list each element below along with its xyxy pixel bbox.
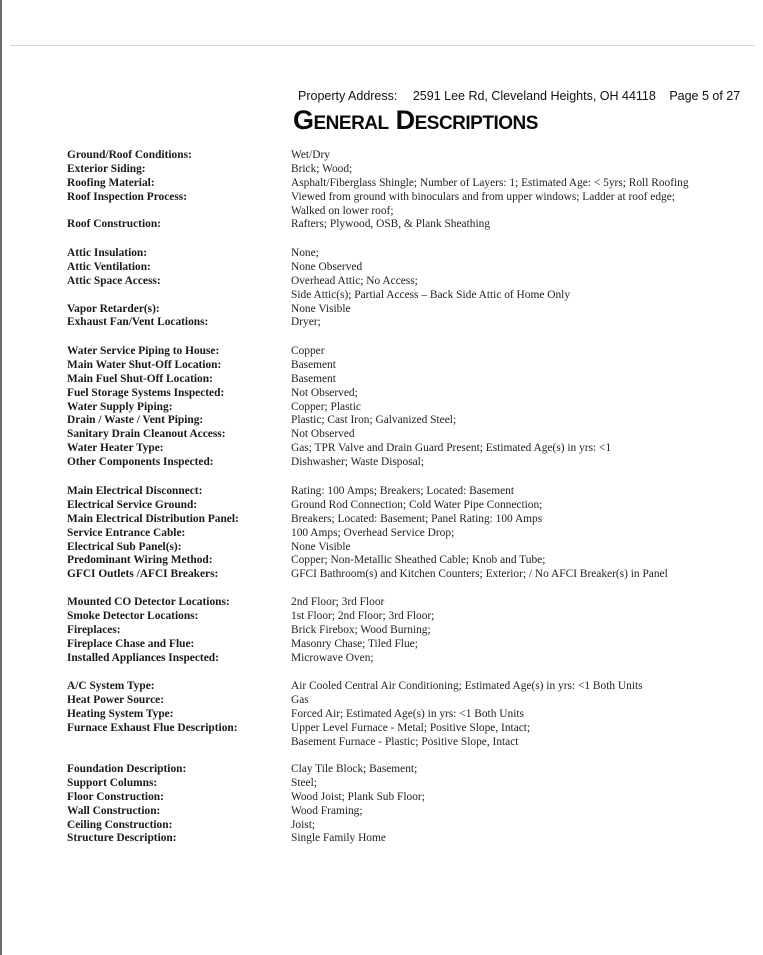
field-value: Wet/Dry: [291, 149, 330, 161]
description-row: [0, 177, 763, 191]
field-value: None;: [291, 247, 319, 259]
field-value: Microwave Oven;: [291, 651, 374, 664]
field-label: Exterior Siding:: [67, 162, 146, 175]
field-value: None Visible: [291, 302, 351, 315]
description-row: [0, 414, 763, 428]
description-row: [0, 289, 763, 303]
field-label: Roofing Material:: [67, 176, 155, 189]
section-3: [0, 345, 763, 470]
field-value: Side Attic(s); Partial Access – Back Side Attic of Home Only: [291, 288, 571, 301]
description-row: [0, 568, 763, 582]
description-row: [0, 149, 763, 163]
description-row: [0, 708, 763, 722]
description-row: [0, 387, 763, 401]
field-label: Drain / Waste / Vent Piping:: [67, 414, 204, 427]
field-label: Exhaust Fan/Vent Locations:: [67, 316, 209, 329]
field-value: Joist;: [291, 818, 316, 831]
description-row: [0, 191, 763, 205]
field-label: Sanitary Drain Cleanout Access:: [67, 428, 226, 441]
description-row: [0, 805, 763, 819]
field-label: Structure Description:: [67, 832, 177, 845]
field-label: Electrical Sub Panel(s):: [67, 540, 182, 553]
field-label: GFCI Outlets /AFCI Breakers:: [67, 568, 219, 581]
description-row: [0, 485, 763, 499]
top-rule: [10, 45, 755, 46]
field-value: Forced Air; Estimated Age(s) in yrs: <1 Both Units: [291, 707, 524, 720]
section-6: [0, 680, 763, 749]
description-row: [0, 736, 763, 750]
section-4: [0, 485, 763, 582]
field-label: Foundation Description:: [67, 763, 187, 775]
description-row: [0, 791, 763, 805]
field-value: None Observed: [291, 260, 363, 273]
description-row: [0, 638, 763, 652]
page-title: General Descriptions: [293, 105, 538, 135]
description-row: [0, 218, 763, 232]
field-value: Steel;: [291, 776, 317, 789]
field-value: Gas: [291, 693, 309, 706]
field-label: Main Electrical Distribution Panel:: [67, 512, 239, 525]
description-row: [0, 428, 763, 442]
field-label: Ceiling Construction:: [67, 818, 173, 831]
field-value: Basement: [291, 358, 336, 371]
field-value: Masonry Chase; Tiled Flue;: [291, 637, 418, 650]
page-header: [298, 89, 740, 103]
field-value: 2nd Floor; 3rd Floor: [291, 596, 385, 608]
section-1: [0, 149, 763, 232]
description-row: [0, 694, 763, 708]
description-row: [0, 513, 763, 527]
field-label: A/C System Type:: [67, 680, 155, 692]
field-label: Water Supply Piping:: [67, 400, 173, 413]
field-value: Copper; Non-Metallic Sheathed Cable; Knob and Tube;: [291, 554, 546, 567]
description-row: [0, 401, 763, 415]
field-value: Rafters; Plywood, OSB, & Plank Sheathing: [291, 218, 491, 231]
field-value: Clay Tile Block; Basement;: [291, 763, 418, 775]
field-value: Brick; Wood;: [291, 162, 353, 175]
field-label: Support Columns:: [67, 776, 158, 789]
field-value: Dryer;: [291, 316, 321, 329]
field-value: Air Cooled Central Air Conditioning; Estimated Age(s) in yrs: <1 Both Units: [291, 680, 643, 692]
field-label: Main Electrical Disconnect:: [67, 485, 203, 497]
field-value: Rating: 100 Amps; Breakers; Located: Basement: [291, 485, 515, 497]
description-row: [0, 763, 763, 777]
description-row: [0, 442, 763, 456]
description-row: [0, 163, 763, 177]
description-row: [0, 819, 763, 833]
field-value: Dishwasher; Waste Disposal;: [291, 456, 425, 469]
section-5: [0, 596, 763, 665]
field-label: Roof Inspection Process:: [67, 190, 188, 203]
description-row: [0, 680, 763, 694]
field-value: Plastic; Cast Iron; Galvanized Steel;: [291, 414, 457, 427]
description-row: [0, 527, 763, 541]
field-value: Single Family Home: [291, 832, 386, 845]
description-row: [0, 345, 763, 359]
field-value: Wood Joist; Plank Sub Floor;: [291, 790, 425, 803]
field-label: Fireplace Chase and Flue:: [67, 637, 195, 650]
field-value: Brick Firebox; Wood Burning;: [291, 623, 431, 636]
field-label: Fireplaces:: [67, 623, 121, 636]
description-row: [0, 624, 763, 638]
field-label: Water Heater Type:: [67, 442, 164, 455]
field-label: Vapor Retarder(s):: [67, 302, 160, 315]
description-row: [0, 316, 763, 330]
description-row: [0, 456, 763, 470]
field-value: Ground Rod Connection; Cold Water Pipe Connection;: [291, 498, 543, 511]
field-value: 1st Floor; 2nd Floor; 3rd Floor;: [291, 609, 435, 622]
description-row: [0, 596, 763, 610]
field-label: Installed Appliances Inspected:: [67, 651, 219, 664]
field-value: Gas; TPR Valve and Drain Guard Present; Estimated Age(s) in yrs: <1: [291, 442, 612, 455]
field-label: Heating System Type:: [67, 707, 174, 720]
field-label: Furnace Exhaust Flue Description:: [67, 721, 238, 734]
description-row: [0, 722, 763, 736]
field-value: Not Observed;: [291, 386, 358, 399]
field-label: Water Service Piping to House:: [67, 345, 220, 357]
description-row: [0, 832, 763, 846]
description-row: [0, 275, 763, 289]
description-row: [0, 777, 763, 791]
field-value: Breakers; Located: Basement; Panel Rating: 100 Amps: [291, 512, 543, 525]
field-label: Attic Space Access:: [67, 274, 161, 287]
description-row: [0, 373, 763, 387]
description-row: [0, 303, 763, 317]
description-row: [0, 652, 763, 666]
field-label: Ground/Roof Conditions:: [67, 149, 192, 161]
field-value: 100 Amps; Overhead Service Drop;: [291, 526, 455, 539]
field-value: None Visible: [291, 540, 351, 553]
field-label: Wall Construction:: [67, 804, 161, 817]
description-row: [0, 261, 763, 275]
description-row: [0, 610, 763, 624]
section-2: [0, 247, 763, 330]
description-row: [0, 247, 763, 261]
field-label: Fuel Storage Systems Inspected:: [67, 386, 225, 399]
description-row: [0, 359, 763, 373]
field-label: Main Fuel Shut-Off Location:: [67, 372, 213, 385]
page-number: Page 5 of 27: [669, 89, 741, 103]
field-label: Other Components Inspected:: [67, 456, 214, 469]
field-label: Electrical Service Ground:: [67, 498, 198, 511]
field-value: Asphalt/Fiberglass Shingle; Number of Layers: 1; Estimated Age: < 5yrs; Roll Roofing: [291, 176, 689, 189]
field-label: Predominant Wiring Method:: [67, 554, 213, 567]
field-value: Upper Level Furnace - Metal; Positive Slope, Intact;: [291, 721, 531, 734]
field-value: Not Observed: [291, 428, 355, 441]
field-value: Copper; Plastic: [291, 400, 361, 413]
property-address: 2591 Lee Rd, Cleveland Heights, OH 44118: [412, 89, 656, 103]
field-label: Service Entrance Cable:: [67, 526, 186, 539]
field-value: Overhead Attic; No Access;: [291, 274, 418, 287]
field-value: Basement Furnace - Plastic; Positive Slope, Intact: [291, 735, 519, 748]
field-label: Roof Construction:: [67, 218, 161, 231]
field-label: Main Water Shut-Off Location:: [67, 358, 222, 371]
field-value: Basement: [291, 372, 336, 385]
field-value: Wood Framing;: [291, 804, 363, 817]
field-value: Viewed from ground with binoculars and from upper windows; Ladder at roof edge;: [291, 190, 675, 203]
field-label: Mounted CO Detector Locations:: [67, 596, 230, 608]
address-label: Property Address:: [298, 89, 398, 103]
field-value: Walked on lower roof;: [291, 204, 394, 217]
description-row: [0, 554, 763, 568]
description-row: [0, 499, 763, 513]
field-value: Copper: [291, 345, 325, 357]
field-value: GFCI Bathroom(s) and Kitchen Counters; Exterior; / No AFCI Breaker(s) in Panel: [291, 568, 668, 581]
description-row: [0, 541, 763, 555]
field-label: Floor Construction:: [67, 790, 164, 803]
field-label: Attic Ventilation:: [67, 260, 151, 273]
description-row: [0, 205, 763, 219]
field-label: Heat Power Source:: [67, 693, 165, 706]
field-label: Attic Insulation:: [67, 247, 148, 259]
section-7: [0, 763, 763, 846]
field-label: Smoke Detector Locations:: [67, 609, 199, 622]
